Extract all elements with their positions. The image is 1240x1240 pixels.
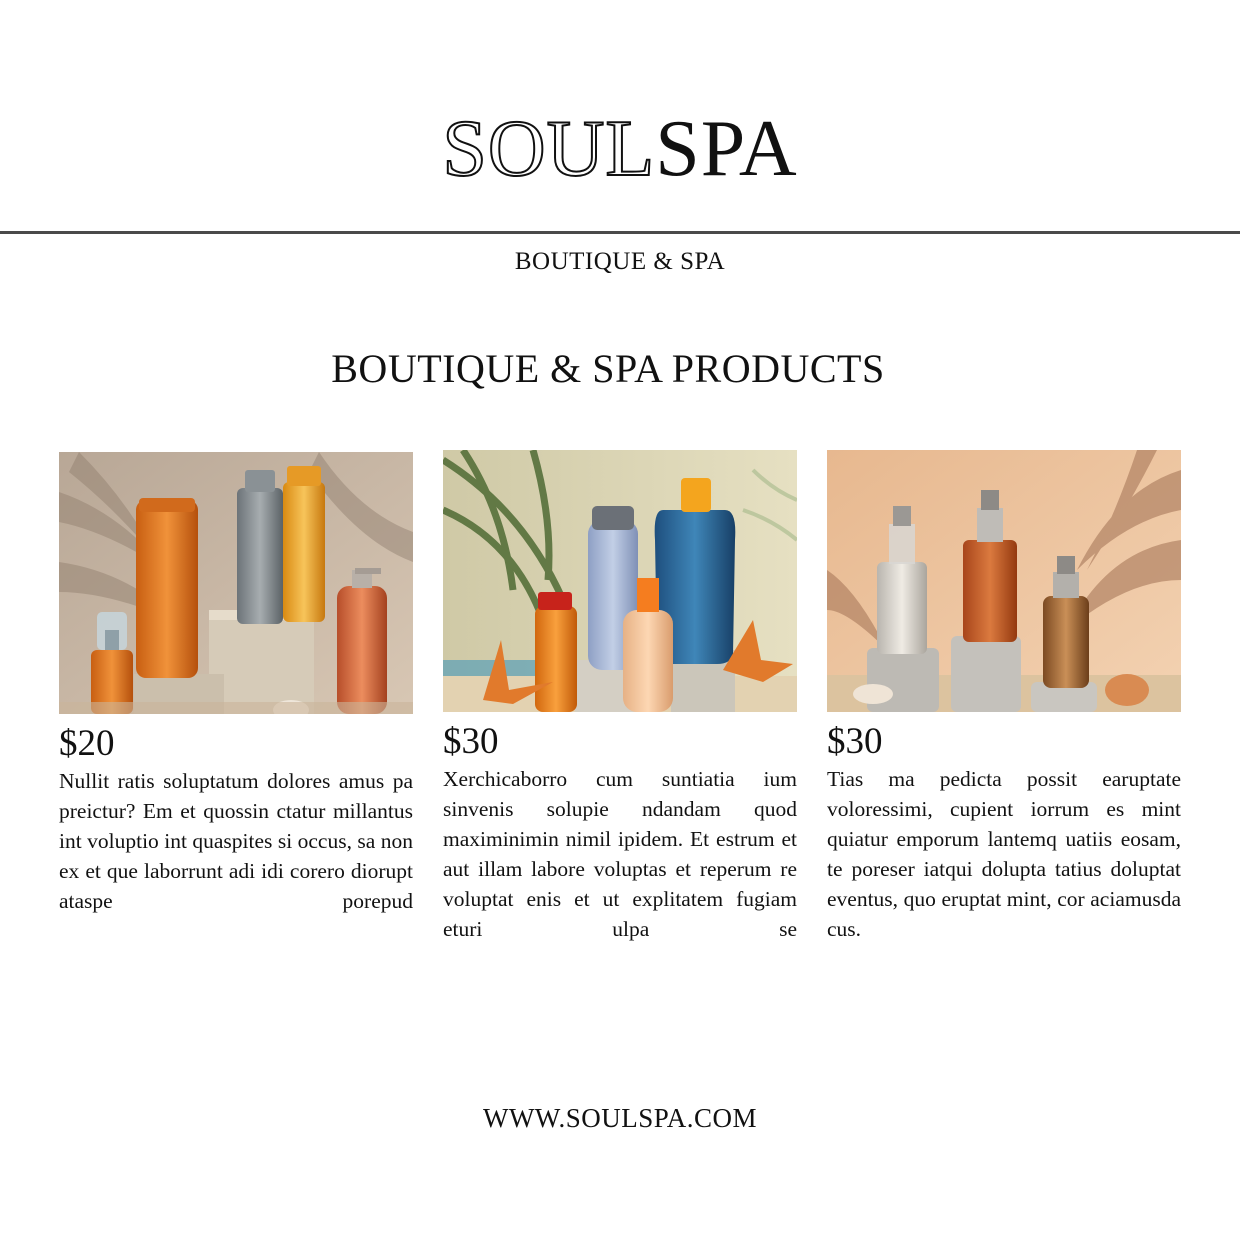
product-price: $30 (827, 721, 883, 762)
product-photo (59, 452, 413, 714)
logo-outline-text: SOUL (442, 105, 656, 193)
header-divider (0, 231, 1240, 234)
brand-logo (0, 104, 1240, 194)
product-price: $30 (443, 721, 499, 762)
product-photo (827, 450, 1181, 712)
product-card (827, 450, 1181, 944)
product-card (443, 450, 797, 944)
product-description: Nullit ratis soluptatum dolores amus pa preictur? Em et quossin ctatur millantus int voluptio int quaspites si occus, sa non ex et que laborrunt adi idi corero diorupt ataspe porepud (59, 769, 413, 913)
product-card (59, 452, 413, 946)
section-title: BOUTIQUE & SPA PRODUCTS (331, 346, 885, 391)
product-photo (443, 450, 797, 712)
brand-tagline: BOUTIQUE & SPA (514, 248, 726, 275)
product-description: Xerchicaborro cum suntiatia ium sinvenis solupie ndandam quod maximinimin nimil ipidem. Et estrum et aut illam labore voluptas et reperum re voluptat enis et ut explitatem fugiam eturi ulpa se (443, 767, 797, 941)
product-price: $20 (59, 723, 115, 764)
product-description: Tias ma pedicta possit earuptate voloressimi, cupient iorrum es mint quiatur emporum lantemq uatiis eosam, te poreser iatqui dolupta tatius doluptat eventus, quo eruptat mint, cor aciamusda cus. (827, 767, 1181, 941)
website-link[interactable]: WWW.SOULSPA.COM (482, 1103, 758, 1133)
logo-solid-text: SPA (655, 105, 798, 193)
